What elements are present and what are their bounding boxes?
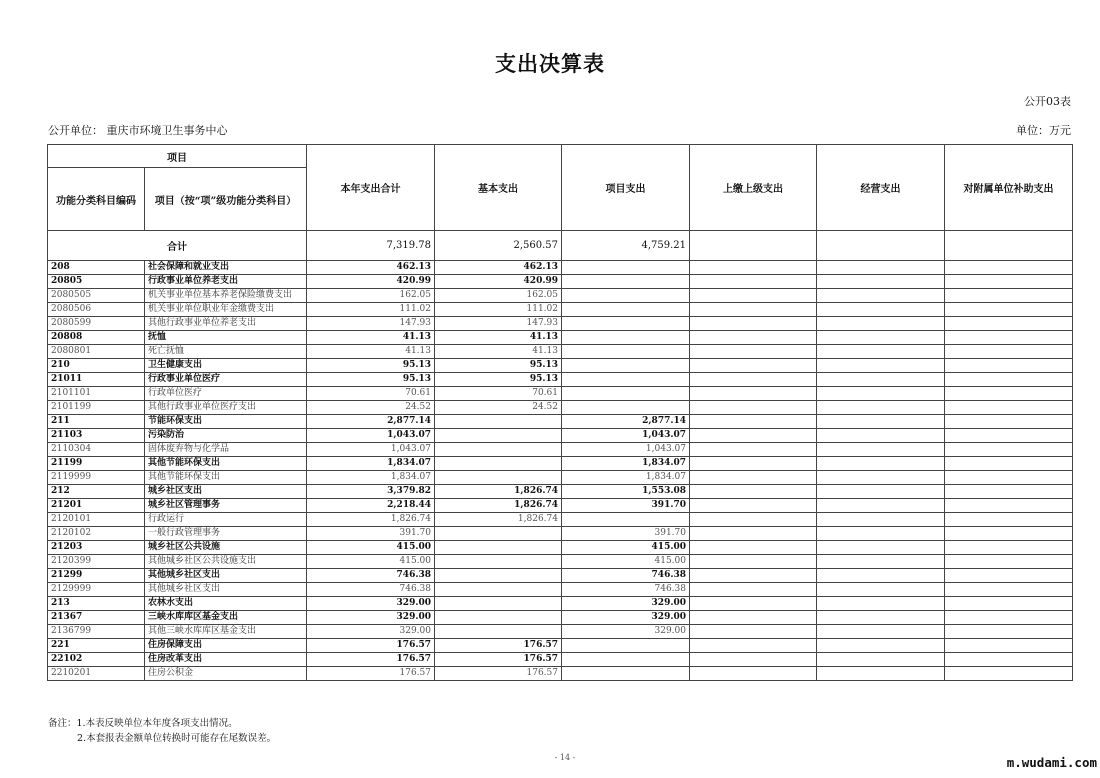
total-cell: 24.52	[307, 401, 435, 415]
name-cell: 其他城乡社区公共设施支出	[145, 555, 307, 569]
subsidy-cell	[945, 639, 1073, 653]
table-row	[48, 261, 1073, 275]
total-cell: 1,834.07	[307, 471, 435, 485]
code-cell: 2136799	[48, 625, 145, 639]
total-cell: 415.00	[307, 555, 435, 569]
total-cell: 746.38	[307, 569, 435, 583]
upper-cell	[690, 457, 817, 471]
code-cell: 211	[48, 415, 145, 429]
code-cell: 2110304	[48, 443, 145, 457]
total-cell: 41.13	[307, 331, 435, 345]
subsidy-cell	[945, 289, 1073, 303]
upper-cell	[690, 401, 817, 415]
name-cell: 行政事业单位医疗	[145, 373, 307, 387]
upper-cell	[690, 653, 817, 667]
name-cell: 住房改革支出	[145, 653, 307, 667]
code-cell: 2210201	[48, 667, 145, 681]
operating-cell	[817, 429, 945, 443]
table-row	[48, 303, 1073, 317]
upper-cell	[690, 415, 817, 429]
name-cell: 农林水支出	[145, 597, 307, 611]
project-cell: 329.00	[562, 611, 690, 625]
total-cell: 329.00	[307, 625, 435, 639]
code-cell: 21367	[48, 611, 145, 625]
upper-cell	[690, 471, 817, 485]
name-cell: 机关事业单位职业年金缴费支出	[145, 303, 307, 317]
name-cell: 城乡社区公共设施	[145, 541, 307, 555]
table-row	[48, 289, 1073, 303]
subsidy-cell	[945, 303, 1073, 317]
upper-cell	[690, 527, 817, 541]
subsidy-cell	[945, 471, 1073, 485]
code-cell: 2129999	[48, 583, 145, 597]
table-row	[48, 541, 1073, 555]
code-cell: 2080506	[48, 303, 145, 317]
table-row	[48, 373, 1073, 387]
operating-cell	[817, 569, 945, 583]
subsidy-cell	[945, 555, 1073, 569]
name-cell: 行政运行	[145, 513, 307, 527]
subsidy-cell	[945, 443, 1073, 457]
total-cell: 1,043.07	[307, 443, 435, 457]
subsidy-cell	[945, 415, 1073, 429]
total-operating	[817, 231, 945, 261]
total-cell: 420.99	[307, 275, 435, 289]
name-cell: 城乡社区管理事务	[145, 499, 307, 513]
watermark: m.wudami.com	[1006, 755, 1097, 770]
operating-cell	[817, 261, 945, 275]
total-cell: 462.13	[307, 261, 435, 275]
page-number: - 14 -	[554, 753, 576, 762]
table-row	[48, 331, 1073, 345]
operating-cell	[817, 275, 945, 289]
note-line-1: 备注：1.本表反映单位本年度各项支出情况。	[48, 718, 238, 729]
subsidy-cell	[945, 401, 1073, 415]
subsidy-cell	[945, 527, 1073, 541]
project-cell	[562, 261, 690, 275]
code-cell: 2080801	[48, 345, 145, 359]
expenditure-table	[47, 144, 1073, 681]
operating-cell	[817, 597, 945, 611]
basic-cell: 176.57	[435, 653, 562, 667]
name-cell: 住房公积金	[145, 667, 307, 681]
subsidy-cell	[945, 275, 1073, 289]
name-cell: 行政事业单位养老支出	[145, 275, 307, 289]
project-cell	[562, 345, 690, 359]
operating-cell	[817, 653, 945, 667]
code-cell: 20808	[48, 331, 145, 345]
name-cell: 节能环保支出	[145, 415, 307, 429]
basic-cell: 1,826.74	[435, 513, 562, 527]
project-cell	[562, 401, 690, 415]
operating-cell	[817, 345, 945, 359]
operating-cell	[817, 639, 945, 653]
header-subsidy: 对附属单位补助支出	[945, 145, 1073, 231]
operating-cell	[817, 527, 945, 541]
subsidy-cell	[945, 611, 1073, 625]
subsidy-cell	[945, 653, 1073, 667]
table-row	[48, 275, 1073, 289]
upper-cell	[690, 345, 817, 359]
total-project: 4,759.21	[562, 231, 690, 261]
total-cell: 391.70	[307, 527, 435, 541]
total-cell: 1,834.07	[307, 457, 435, 471]
note-line-2: 2.本套报表金额单位转换时可能存在尾数误差。	[77, 733, 277, 744]
project-cell	[562, 513, 690, 527]
table-row	[48, 667, 1073, 681]
subsidy-cell	[945, 667, 1073, 681]
code-cell: 2120102	[48, 527, 145, 541]
basic-cell	[435, 625, 562, 639]
total-cell: 147.93	[307, 317, 435, 331]
total-cell: 329.00	[307, 611, 435, 625]
total-row	[48, 231, 1073, 261]
project-cell	[562, 303, 690, 317]
total-cell: 2,218.44	[307, 499, 435, 513]
name-cell: 三峡水库库区基金支出	[145, 611, 307, 625]
code-cell: 21299	[48, 569, 145, 583]
upper-cell	[690, 359, 817, 373]
total-cell: 415.00	[307, 541, 435, 555]
table-row	[48, 359, 1073, 373]
upper-cell	[690, 583, 817, 597]
subsidy-cell	[945, 541, 1073, 555]
subsidy-cell	[945, 359, 1073, 373]
operating-cell	[817, 443, 945, 457]
table-row	[48, 345, 1073, 359]
basic-cell: 111.02	[435, 303, 562, 317]
table-row	[48, 485, 1073, 499]
table-row	[48, 429, 1073, 443]
operating-cell	[817, 471, 945, 485]
code-cell: 20805	[48, 275, 145, 289]
code-cell: 221	[48, 639, 145, 653]
code-cell: 2120101	[48, 513, 145, 527]
header-project: 项目支出	[562, 145, 690, 231]
total-cell: 1,043.07	[307, 429, 435, 443]
project-cell: 415.00	[562, 541, 690, 555]
basic-cell: 95.13	[435, 359, 562, 373]
name-cell: 住房保障支出	[145, 639, 307, 653]
notes	[48, 716, 276, 746]
subsidy-cell	[945, 387, 1073, 401]
project-cell: 1,043.07	[562, 443, 690, 457]
basic-cell: 24.52	[435, 401, 562, 415]
basic-cell	[435, 457, 562, 471]
total-cell: 176.57	[307, 639, 435, 653]
project-cell	[562, 275, 690, 289]
header-name: 项目（按“项”级功能分类科目）	[145, 168, 307, 231]
name-cell: 固体废弃物与化学品	[145, 443, 307, 457]
name-cell: 一般行政管理事务	[145, 527, 307, 541]
operating-cell	[817, 583, 945, 597]
table-row	[48, 639, 1073, 653]
name-cell: 其他节能环保支出	[145, 471, 307, 485]
project-cell	[562, 331, 690, 345]
name-cell: 城乡社区支出	[145, 485, 307, 499]
reporting-unit: 公开单位： 重庆市环境卫生事务中心	[48, 124, 228, 137]
total-cell: 70.61	[307, 387, 435, 401]
code-cell: 21201	[48, 499, 145, 513]
upper-cell	[690, 429, 817, 443]
total-cell: 176.57	[307, 667, 435, 681]
total-basic: 2,560.57	[435, 231, 562, 261]
upper-cell	[690, 569, 817, 583]
amount-unit: 单位：万元	[1016, 124, 1071, 137]
basic-cell: 176.57	[435, 667, 562, 681]
subsidy-cell	[945, 457, 1073, 471]
basic-cell	[435, 583, 562, 597]
code-cell: 2120399	[48, 555, 145, 569]
code-cell: 210	[48, 359, 145, 373]
table-row	[48, 569, 1073, 583]
upper-cell	[690, 443, 817, 457]
basic-cell: 147.93	[435, 317, 562, 331]
table-row	[48, 499, 1073, 513]
name-cell: 卫生健康支出	[145, 359, 307, 373]
operating-cell	[817, 513, 945, 527]
subsidy-cell	[945, 485, 1073, 499]
basic-cell	[435, 471, 562, 485]
table-row	[48, 583, 1073, 597]
operating-cell	[817, 415, 945, 429]
operating-cell	[817, 499, 945, 513]
header-basic: 基本支出	[435, 145, 562, 231]
upper-cell	[690, 611, 817, 625]
upper-cell	[690, 331, 817, 345]
basic-cell: 420.99	[435, 275, 562, 289]
name-cell: 死亡抚恤	[145, 345, 307, 359]
project-cell: 1,834.07	[562, 471, 690, 485]
upper-cell	[690, 499, 817, 513]
name-cell: 社会保障和就业支出	[145, 261, 307, 275]
operating-cell	[817, 373, 945, 387]
name-cell: 抚恤	[145, 331, 307, 345]
upper-cell	[690, 275, 817, 289]
basic-cell	[435, 527, 562, 541]
code-cell: 21203	[48, 541, 145, 555]
header-operating: 经营支出	[817, 145, 945, 231]
table-row	[48, 625, 1073, 639]
table-row	[48, 653, 1073, 667]
total-cell: 162.05	[307, 289, 435, 303]
operating-cell	[817, 485, 945, 499]
subsidy-cell	[945, 569, 1073, 583]
operating-cell	[817, 359, 945, 373]
total-total: 7,319.78	[307, 231, 435, 261]
basic-cell: 41.13	[435, 331, 562, 345]
project-cell	[562, 317, 690, 331]
upper-cell	[690, 373, 817, 387]
basic-cell: 176.57	[435, 639, 562, 653]
name-cell: 污染防治	[145, 429, 307, 443]
upper-cell	[690, 639, 817, 653]
table-row	[48, 597, 1073, 611]
subsidy-cell	[945, 583, 1073, 597]
operating-cell	[817, 625, 945, 639]
basic-cell	[435, 555, 562, 569]
basic-cell: 162.05	[435, 289, 562, 303]
header-upper: 上缴上级支出	[690, 145, 817, 231]
total-upper	[690, 231, 817, 261]
code-cell: 21103	[48, 429, 145, 443]
basic-cell	[435, 569, 562, 583]
subsidy-cell	[945, 261, 1073, 275]
project-cell: 2,877.14	[562, 415, 690, 429]
page-title: 支出决算表	[495, 51, 605, 76]
project-cell	[562, 639, 690, 653]
basic-cell: 41.13	[435, 345, 562, 359]
upper-cell	[690, 485, 817, 499]
basic-cell: 1,826.74	[435, 485, 562, 499]
basic-cell	[435, 443, 562, 457]
code-cell: 212	[48, 485, 145, 499]
code-cell: 21199	[48, 457, 145, 471]
total-cell: 3,379.82	[307, 485, 435, 499]
code-cell: 21011	[48, 373, 145, 387]
table-row	[48, 513, 1073, 527]
name-cell: 其他节能环保支出	[145, 457, 307, 471]
operating-cell	[817, 555, 945, 569]
header-item: 项目	[48, 145, 307, 168]
subsidy-cell	[945, 499, 1073, 513]
name-cell: 行政单位医疗	[145, 387, 307, 401]
basic-cell	[435, 429, 562, 443]
code-cell: 22102	[48, 653, 145, 667]
code-cell: 2101101	[48, 387, 145, 401]
total-label: 合计	[48, 231, 307, 261]
project-cell	[562, 373, 690, 387]
table-row	[48, 457, 1073, 471]
subsidy-cell	[945, 625, 1073, 639]
table-row	[48, 611, 1073, 625]
upper-cell	[690, 667, 817, 681]
table-row	[48, 415, 1073, 429]
total-cell: 746.38	[307, 583, 435, 597]
operating-cell	[817, 541, 945, 555]
operating-cell	[817, 387, 945, 401]
upper-cell	[690, 513, 817, 527]
upper-cell	[690, 555, 817, 569]
code-cell: 2080599	[48, 317, 145, 331]
project-cell: 1,043.07	[562, 429, 690, 443]
subsidy-cell	[945, 331, 1073, 345]
operating-cell	[817, 289, 945, 303]
code-cell: 208	[48, 261, 145, 275]
code-cell: 213	[48, 597, 145, 611]
form-number: 公开03表	[1024, 95, 1071, 108]
basic-cell: 70.61	[435, 387, 562, 401]
total-cell: 176.57	[307, 653, 435, 667]
operating-cell	[817, 331, 945, 345]
total-cell: 111.02	[307, 303, 435, 317]
basic-cell	[435, 597, 562, 611]
total-cell: 329.00	[307, 597, 435, 611]
total-cell: 95.13	[307, 359, 435, 373]
project-cell: 415.00	[562, 555, 690, 569]
header-code: 功能分类科目编码	[48, 168, 145, 231]
name-cell: 机关事业单位基本养老保险缴费支出	[145, 289, 307, 303]
table-row	[48, 555, 1073, 569]
project-cell: 329.00	[562, 625, 690, 639]
total-cell: 95.13	[307, 373, 435, 387]
project-cell	[562, 289, 690, 303]
total-subsidy	[945, 231, 1073, 261]
project-cell: 329.00	[562, 597, 690, 611]
project-cell	[562, 359, 690, 373]
project-cell: 1,553.08	[562, 485, 690, 499]
subsidy-cell	[945, 345, 1073, 359]
subsidy-cell	[945, 373, 1073, 387]
table-row	[48, 471, 1073, 485]
project-cell: 1,834.07	[562, 457, 690, 471]
operating-cell	[817, 401, 945, 415]
operating-cell	[817, 611, 945, 625]
project-cell: 391.70	[562, 499, 690, 513]
upper-cell	[690, 289, 817, 303]
project-cell: 391.70	[562, 527, 690, 541]
project-cell	[562, 653, 690, 667]
total-cell: 41.13	[307, 345, 435, 359]
upper-cell	[690, 317, 817, 331]
code-cell: 2101199	[48, 401, 145, 415]
basic-cell	[435, 541, 562, 555]
header-total: 本年支出合计	[307, 145, 435, 231]
table-row	[48, 443, 1073, 457]
operating-cell	[817, 303, 945, 317]
total-cell: 2,877.14	[307, 415, 435, 429]
table-row	[48, 387, 1073, 401]
subsidy-cell	[945, 317, 1073, 331]
project-cell: 746.38	[562, 569, 690, 583]
project-cell	[562, 667, 690, 681]
name-cell: 其他行政事业单位养老支出	[145, 317, 307, 331]
subsidy-cell	[945, 513, 1073, 527]
project-cell	[562, 387, 690, 401]
total-cell: 1,826.74	[307, 513, 435, 527]
subsidy-cell	[945, 429, 1073, 443]
table-row	[48, 401, 1073, 415]
upper-cell	[690, 261, 817, 275]
name-cell: 其他三峡水库库区基金支出	[145, 625, 307, 639]
upper-cell	[690, 387, 817, 401]
operating-cell	[817, 667, 945, 681]
basic-cell	[435, 415, 562, 429]
table-row	[48, 527, 1073, 541]
code-cell: 2119999	[48, 471, 145, 485]
operating-cell	[817, 317, 945, 331]
basic-cell	[435, 611, 562, 625]
code-cell: 2080505	[48, 289, 145, 303]
upper-cell	[690, 625, 817, 639]
subsidy-cell	[945, 597, 1073, 611]
basic-cell: 95.13	[435, 373, 562, 387]
operating-cell	[817, 457, 945, 471]
table-row	[48, 317, 1073, 331]
upper-cell	[690, 597, 817, 611]
upper-cell	[690, 303, 817, 317]
project-cell: 746.38	[562, 583, 690, 597]
name-cell: 其他城乡社区支出	[145, 583, 307, 597]
name-cell: 其他城乡社区支出	[145, 569, 307, 583]
name-cell: 其他行政事业单位医疗支出	[145, 401, 307, 415]
basic-cell: 1,826.74	[435, 499, 562, 513]
upper-cell	[690, 541, 817, 555]
basic-cell: 462.13	[435, 261, 562, 275]
